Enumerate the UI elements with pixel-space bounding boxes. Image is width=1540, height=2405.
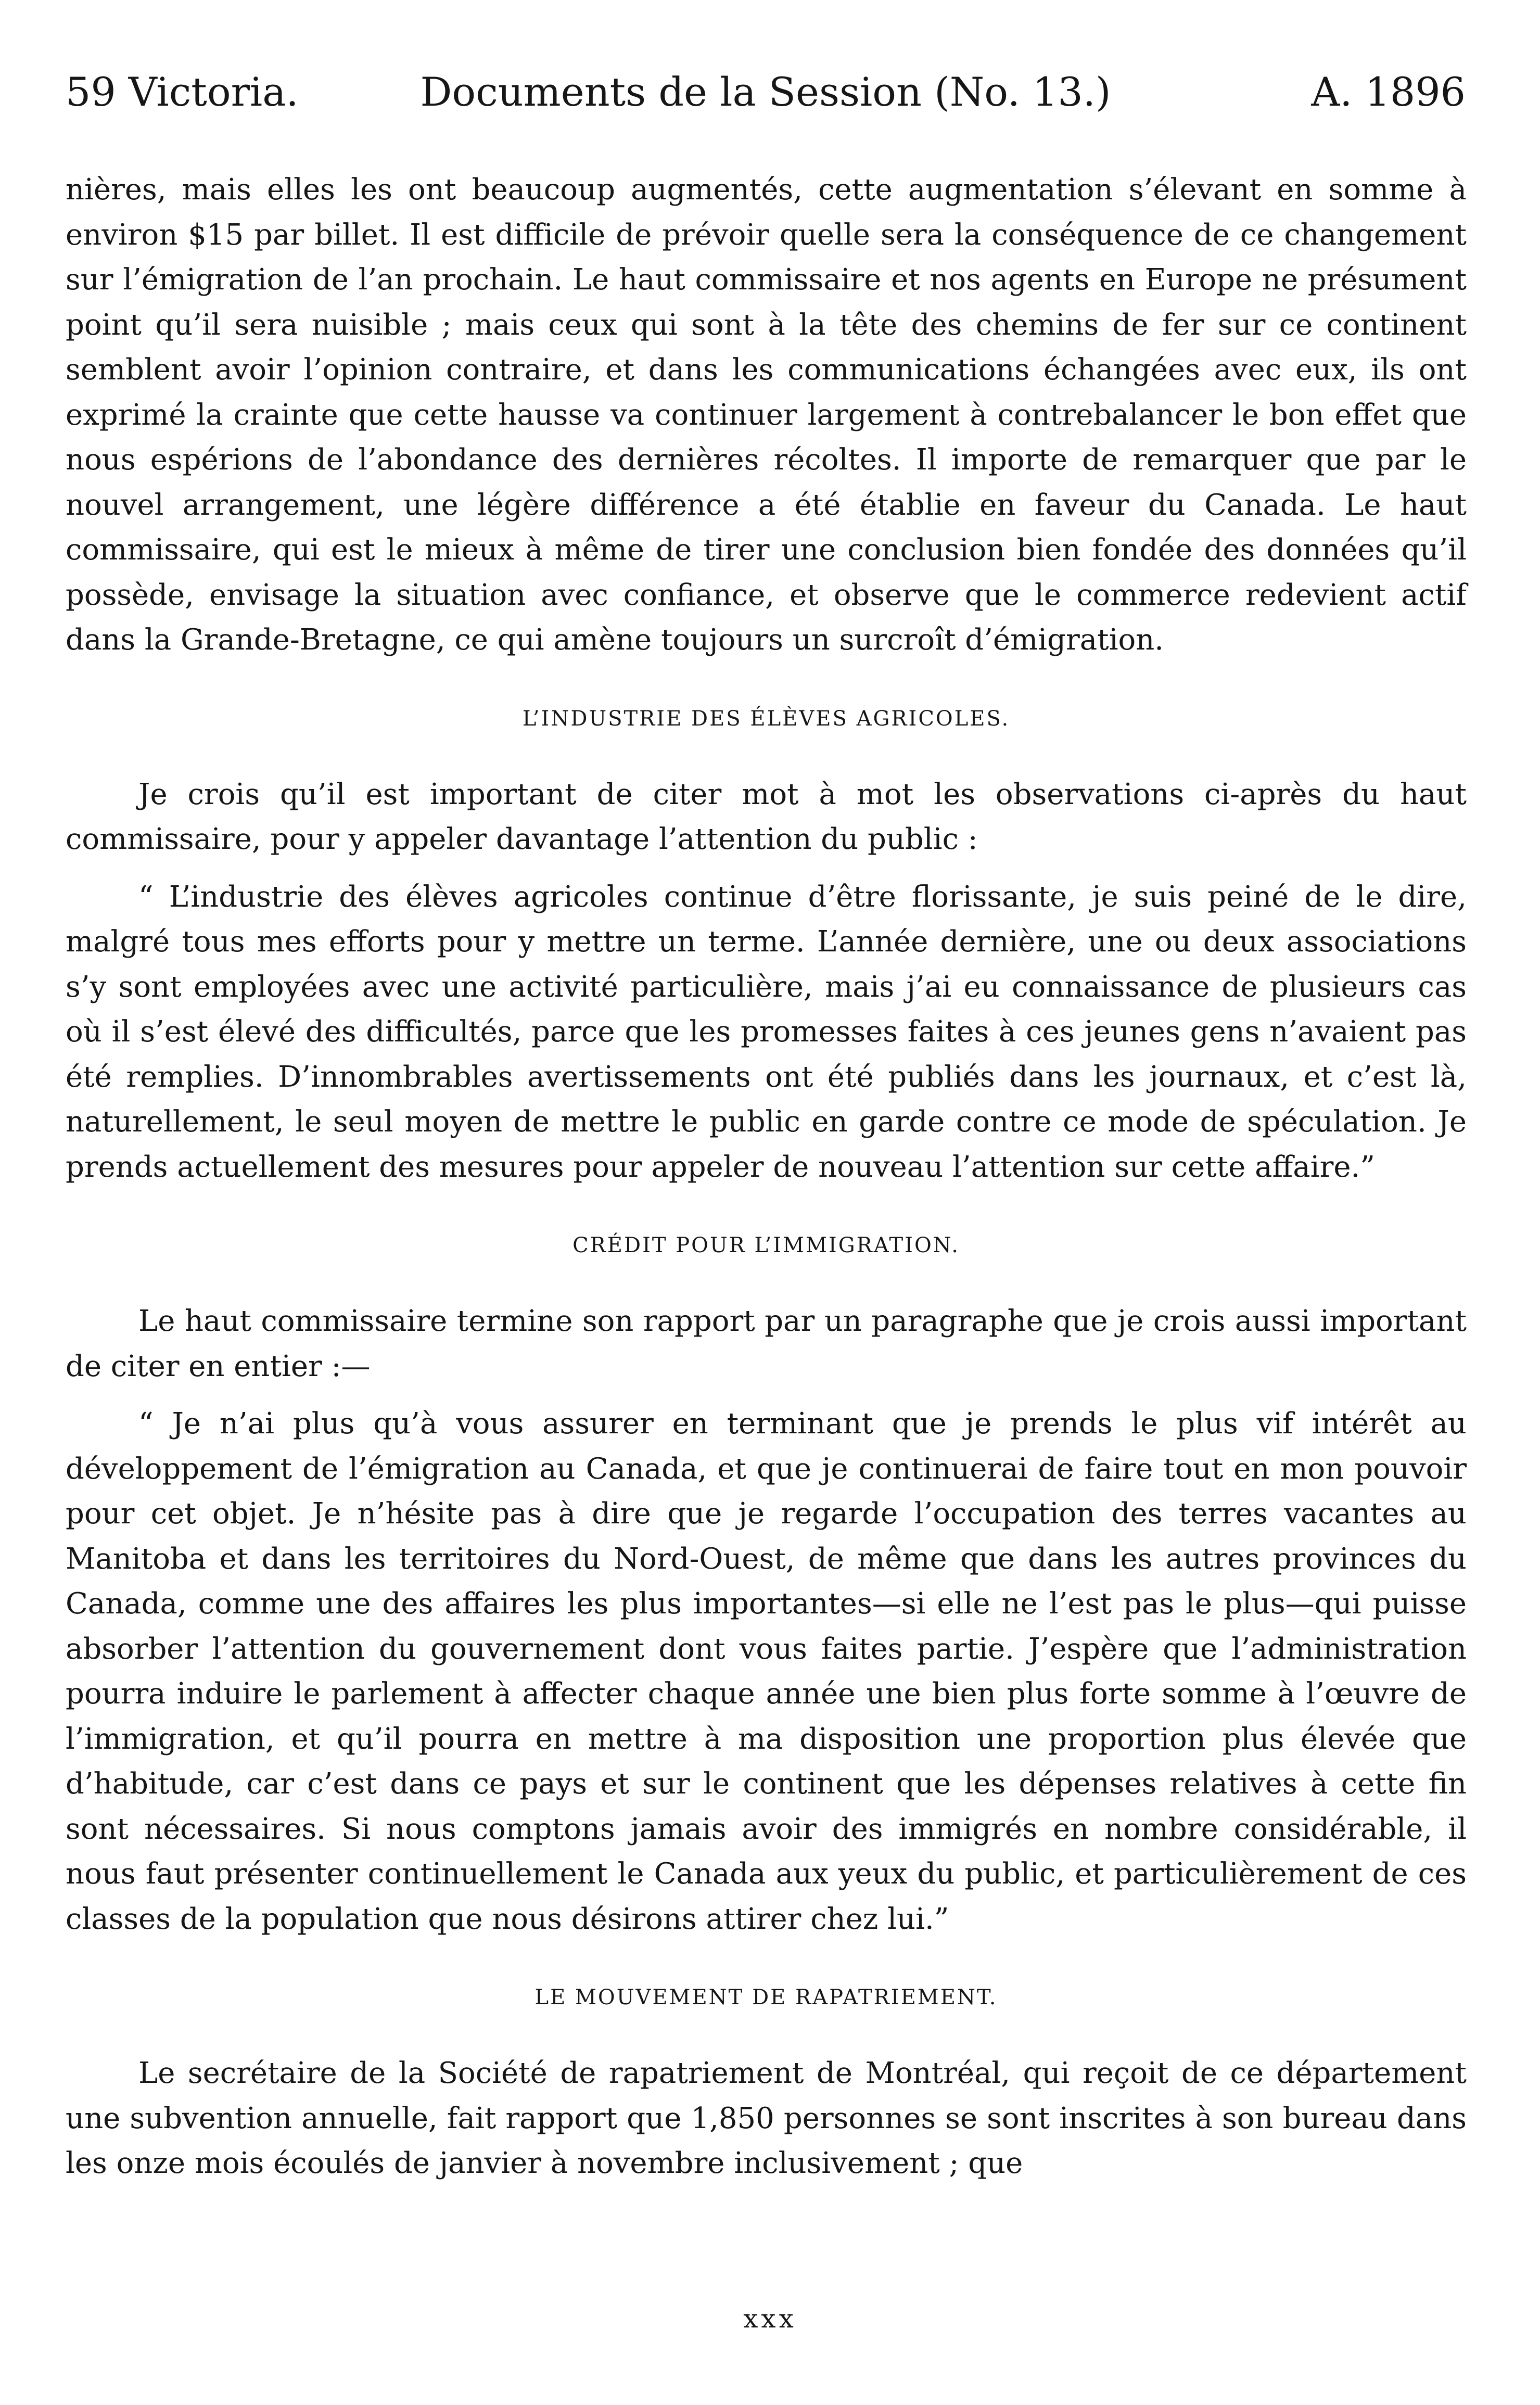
header-year: A. 1896 (1311, 69, 1466, 115)
paragraph-intro-report: Le haut commissaire termine son rapport par un paragraphe que je crois aussi important de citer en entier :— (66, 1304, 1467, 1383)
section-heading-agricultural-pupils: L’INDUSTRIE DES ÉLÈVES AGRICOLES. (522, 706, 1010, 731)
paragraph-repatriation: Le secrétaire de la Société de rapatriement de Montréal, qui reçoit de ce département une subvention annuelle, fait rapport que 1,850 personnes se sont inscrites à son bureau dans les onze mois écoulés de janvier à novembre inclusivement ; que (66, 2056, 1467, 2180)
paragraph-continued: nières, mais elles les ont beaucoup augmentés, cette augmentation s’élevant en somme à environ $15 par billet. Il est difficile de prévoir quelle sera la conséquence de ce changement sur l’émigration de l’an prochain. Le haut commissaire et nos agents en Europe ne présument point qu’il sera nuisible ; mais ceux qui sont à la tête des chemins de fer sur ce continent semblent avoir l’opinion contraire, et dans les communications échangées avec eux, ils ont exprimé la crainte que cette hausse va continuer largement à contrebalancer le bon effet que nous espérions de l’abondance des dernières récoltes. Il importe de remarquer que par le nouvel arrangement, une légère différence a été établie en faveur du Canada. Le haut commissaire, qui est le mieux à même de tirer une conclusion bien fondée des données qu’il possède, envisage la situation avec confiance, et observe que le commerce redevient actif dans la Grande-Bretagne, ce qui amène toujours un surcroît d’émigration. (66, 173, 1467, 657)
page-number: xxx (743, 2304, 797, 2334)
paragraph-quote-immigration: “ Je n’ai plus qu’à vous assurer en terminant que je prends le plus vif intérêt au développement de l’émigration au Canada, et que je continuerai de faire tout en mon pouvoir pour cet objet. Je n’hésite pas à dire que je regarde l’occupation des terres vacantes au Manitoba et dans les territoires du Nord-Ouest, de même que dans les autres provinces du Canada, comme une des affaires les plus importantes—si elle ne l’est pas le plus—qui puisse absorber l’attention du gouvernement dont vous faites partie. J’espère que l’administration pourra induire le parlement à affecter chaque année une bien plus forte somme à l’œuvre de l’immigration, et qu’il pourra en mettre à ma disposition une proportion plus élevée que d’habitude, car c’est dans ce pays et sur le continent que les dépenses relatives à cette fin sont nécessaires. Si nous comptons jamais avoir des immigrés en nombre considérable, il nous faut présenter continuellement le Canada aux yeux du public, et particulièrement de ces classes de la population que nous désirons attirer chez lui.” (66, 1407, 1467, 1936)
section-heading-repatriation: LE MOUVEMENT DE RAPATRIEMENT. (534, 1986, 998, 2009)
header-session-title: Documents de la Session (No. 13.) (420, 69, 1111, 115)
paragraph-quote-agricultural-pupils: “ L’industrie des élèves agricoles continue d’être florissante, je suis peiné de le dire, malgré tous mes efforts pour y mettre un terme. L’année dernière, une ou deux associations s’y sont employées avec une activité particulière, mais j’ai eu connaissance de plusieurs cas où il s’est élevé des difficultés, parce que les promesses faites à ces jeunes gens n’avaient pas été remplies. D’innombrables avertissements ont été publiés dans les journaux, et c’est là, naturellement, le seul moyen de mettre le public en garde contre ce mode de spéculation. Je prends actuellement des mesures pour appeler de nouveau l’attention sur cette affaire.” (66, 880, 1467, 1184)
running-header (66, 63, 1466, 121)
section-heading-immigration-credit: CRÉDIT POUR L’IMMIGRATION. (572, 1233, 960, 1257)
header-regnal-year: 59 Victoria. (66, 69, 299, 115)
page-body (66, 168, 1467, 2186)
paragraph-intro-quote: Je crois qu’il est important de citer mot à mot les observations ci-après du haut commissaire, pour y appeler davantage l’attention du public : (66, 777, 1467, 856)
